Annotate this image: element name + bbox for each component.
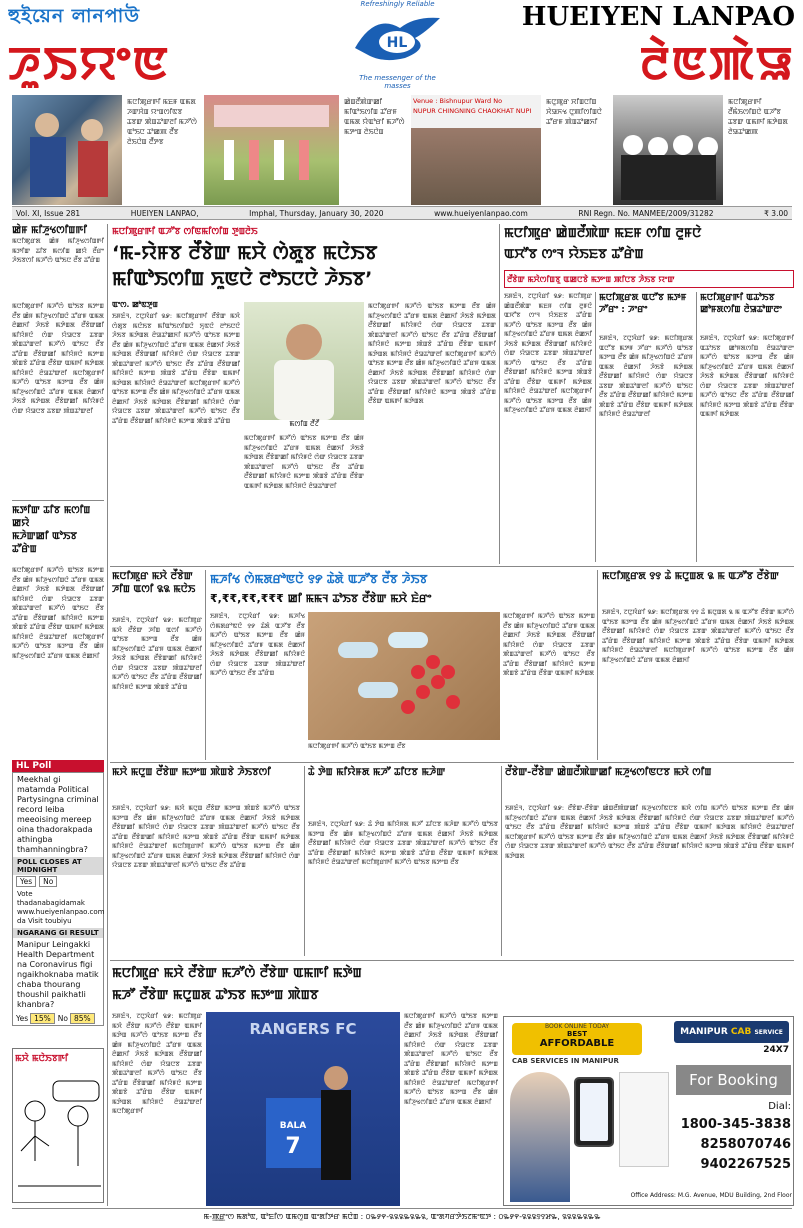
banner-caption: NUPUR CHINGNING CHAOKHAT NUPI <box>413 107 532 115</box>
rangers-fc-photo <box>206 1012 400 1206</box>
ad-247: 24X7 <box>763 1045 789 1055</box>
row2-right-body: ꯏꯝꯐꯥꯜ, ꯖꯅꯨꯋꯥꯔꯤ ꯲꯹: ꯃꯅꯤꯄꯨꯔꯗ ꯱꯱ ꯊꯥ ꯃꯅꯨꯡꯗ ꯲ ꯃ ꯑꯍꯧꯕ ꯂꯩꯕꯥꯛ ꯃꯍꯧꯁꯥ ꯑꯣꯏꯕ ꯃꯇꯦꯡ ꯂꯩꯕ ꯀꯥꯝ ꯃꯤꯍꯨꯠꯁꯤꯡꯅꯥ ꯊꯧꯔꯝ ꯑꯃꯗ ꯂꯥꯀꯈꯤ ꯍꯥꯏꯕꯥ ꯃꯇꯥꯡꯗ ꯂꯩꯕꯥꯛꯀꯤ ꯃꯤꯌꯥꯝꯅꯥ ꯁꯥꯛ ꯌꯥꯎꯅꯕ ꯊꯕꯛ ꯄꯥꯡꯊꯣꯛꯂꯤ ꯃꯍꯧꯁꯥ ꯑꯣꯏꯅ ꯂꯩꯕ ꯊꯧꯔꯥꯡ ꯂꯩꯕꯥꯛꯀꯤ ꯃꯤꯌꯥꯝꯅꯥ ꯃꯇꯦꯡ ꯄꯥꯡꯕꯥ ꯊꯧꯔꯥꯡ ꯂꯩꯕꯥꯛ ꯑꯃꯒꯤ ꯃꯇꯥꯡꯗ ꯃꯤꯌꯥꯝꯅꯥ ꯂꯥꯎꯊꯣꯛꯂꯤ ꯃꯅꯤꯄꯨꯔꯒꯤ ꯃꯍꯧꯁꯥ ꯑꯣꯏꯕ ꯃꯇꯦꯡ ꯂꯩꯕ ꯀꯥꯝ ꯃꯤꯍꯨꯠꯁꯤꯡꯅꯥ ꯊꯧꯔꯝ ꯑꯃꯗ ꯂꯥꯀꯈꯤ <box>602 608 794 664</box>
right-col-2-head <box>700 292 794 332</box>
left-col-headline-3: ꯃꯍꯥꯛꯀꯤ ꯑꯣꯏꯕ ꯊꯧꯔꯥꯡ <box>12 531 78 555</box>
right-top-headline-2: ꯑꯆꯧꯕ ꯁꯦꯜ ꯌꯥꯏꯐꯕ ꯊꯧꯔꯥꯡ <box>504 247 644 262</box>
row3-left-headline: ꯃꯆꯥ ꯃꯅꯨꯡ ꯂꯩꯕꯥꯛ ꯃꯇꯦꯡ ꯄꯥꯡꯕꯥ ꯍꯥꯏꯕꯁꯤ <box>112 767 271 778</box>
row4-headline-2: ꯃꯍꯧ ꯂꯩꯕꯥꯛ ꯃꯅꯨꯡꯗ ꯊꯣꯏꯕ ꯃꯇꯦꯡ ꯄꯥꯡꯕ <box>112 988 319 1003</box>
photo-thermal-screening <box>12 95 122 205</box>
ad-cab-services: CAB SERVICES IN MANIPUR <box>512 1057 619 1065</box>
left-col-headline-1: ꯀꯥꯝ ꯃꯤꯍꯨꯠꯁꯤꯡꯒꯤ <box>12 225 87 236</box>
svg-text:7: 7 <box>285 1134 301 1159</box>
rangers-fc-banner: RANGERS FC <box>249 1020 357 1038</box>
footer-contacts: ꯃ-ꯄ꯭ꯔꯦꯁ ꯃꯗꯣꯟ, ꯑꯣꯐꯤꯁ ꯑꯃꯁꯨꯡ ꯑꯦꯗꯤꯇꯔ ꯃꯅꯥꯡ : ꯰꯳꯸꯵-꯲꯲꯲꯳꯲꯳꯲, ꯑꯦꯗꯚꯔꯇꯥꯏꯖꯃꯦꯟꯇ : ꯰꯳꯸꯵-꯲꯲꯲꯱꯱꯷꯳, ꯲꯲꯲꯳꯲꯳꯳ <box>12 1208 792 1224</box>
photo-stage-figures <box>204 95 339 205</box>
dove-icon <box>345 8 450 70</box>
ad-phone-icon <box>574 1077 614 1147</box>
left-col-top <box>12 224 104 302</box>
masthead-bengali-title: হুইয়েন লানপাউ <box>8 5 141 27</box>
main-col-3: ꯃꯅꯤꯄꯨꯔꯒꯤ ꯃꯍꯧꯁꯥ ꯑꯣꯏꯕ ꯃꯇꯦꯡ ꯂꯩꯕ ꯀꯥꯝ ꯃꯤꯍꯨꯠꯁꯤꯡꯅꯥ ꯊꯧꯔꯝ ꯑꯃꯗ ꯂꯥꯀꯈꯤ ꯍꯥꯏꯕꯥ ꯃꯇꯥꯡꯗ ꯂꯩꯕꯥꯛꯀꯤ ꯃꯤꯌꯥꯝꯅꯥ ꯁꯥꯛ ꯌꯥꯎꯅꯕ ꯊꯕꯛ ꯄꯥꯡꯊꯣꯛꯂꯤ ꯃꯍꯧꯁꯥ ꯑꯣꯏꯅ ꯂꯩꯕ ꯊꯧꯔꯥꯡ ꯂꯩꯕꯥꯛꯀꯤ ꯃꯤꯌꯥꯝꯅꯥ ꯃꯇꯦꯡ ꯄꯥꯡꯕꯥ ꯊꯧꯔꯥꯡ ꯂꯩꯕꯥꯛ ꯑꯃꯒꯤ ꯃꯇꯥꯡꯗ ꯃꯤꯌꯥꯝꯅꯥ ꯂꯥꯎꯊꯣꯛꯂꯤ ꯃꯅꯤꯄꯨꯔꯒꯤ ꯃꯍꯧꯁꯥ ꯑꯣꯏꯕ ꯃꯇꯦꯡ ꯂꯩꯕ ꯀꯥꯝ ꯃꯤꯍꯨꯠꯁꯤꯡꯅꯥ ꯊꯧꯔꯝ ꯑꯃꯗ ꯂꯥꯀꯈꯤ ꯍꯥꯏꯕꯥ ꯃꯇꯥꯡꯗ ꯂꯩꯕꯥꯛꯀꯤ ꯃꯤꯌꯥꯝꯅꯥ ꯁꯥꯛ ꯌꯥꯎꯅꯕ ꯊꯕꯛ ꯄꯥꯡꯊꯣꯛꯂꯤ ꯃꯍꯧꯁꯥ ꯑꯣꯏꯅ ꯂꯩꯕ ꯊꯧꯔꯥꯡ ꯂꯩꯕꯥꯛꯀꯤ ꯃꯤꯌꯥꯝꯅꯥ ꯃꯇꯦꯡ ꯄꯥꯡꯕꯥ ꯊꯧꯔꯥꯡ ꯂꯩꯕꯥꯛ ꯑꯃꯒꯤ ꯃꯇꯥꯡꯗ <box>368 302 496 405</box>
ad-phone-2[interactable]: 8258070746 <box>700 1137 791 1152</box>
right-top-red-kicker: ꯂꯩꯕꯥꯛ ꯃꯆꯥꯁꯤꯡꯕꯨ ꯑꯀꯅꯕꯥ ꯃꯇꯦꯡ ꯄꯤꯅꯕ ꯍꯥꯏꯕ ꯌꯦꯛ <box>504 270 794 288</box>
row2-left-body: ꯏꯝꯐꯥꯜ, ꯖꯅꯨꯋꯥꯔꯤ ꯲꯹: ꯃꯅꯤꯄꯨꯔ ꯃꯆꯥ ꯂꯩꯕꯥꯛ ꯍꯤꯡ ꯑꯁꯤ ꯃꯍꯧꯁꯥ ꯑꯣꯏꯕ ꯃꯇꯦꯡ ꯂꯩꯕ ꯀꯥꯝ ꯃꯤꯍꯨꯠꯁꯤꯡꯅꯥ ꯊꯧꯔꯝ ꯑꯃꯗ ꯂꯥꯀꯈꯤ ꯍꯥꯏꯕꯥ ꯃꯇꯥꯡꯗ ꯂꯩꯕꯥꯛꯀꯤ ꯃꯤꯌꯥꯝꯅꯥ ꯁꯥꯛ ꯌꯥꯎꯅꯕ ꯊꯕꯛ ꯄꯥꯡꯊꯣꯛꯂꯤ ꯃꯍꯧꯁꯥ ꯑꯣꯏꯅ ꯂꯩꯕ ꯊꯧꯔꯥꯡ ꯂꯩꯕꯥꯛꯀꯤ ꯃꯤꯌꯥꯝꯅꯥ ꯃꯇꯦꯡ ꯄꯥꯡꯕꯥ ꯊꯧꯔꯥꯡ <box>112 616 202 691</box>
website[interactable]: www.hueiyenlanpao.com <box>434 208 528 218</box>
left-col-headline-2: ꯃꯇꯤꯛ ꯊꯤꯕ ꯃꯁꯤꯡ ꯀꯌꯥ <box>12 505 91 529</box>
photo-strip-text-1: ꯃꯅꯤꯄꯨꯔꯒꯤ ꯃꯐꯝ ꯑꯃꯗ ꯍꯛꯆꯥꯡ ꯌꯦꯡꯁꯤꯟꯕ ꯊꯕꯛ ꯄꯥꯡꯊꯣꯛꯂꯤ ꯃꯍꯧꯁꯥ ꯑꯣꯏꯅ ꯊꯣꯀꯄ ꯂꯩꯕ ꯂꯥꯏꯅꯥꯡ ꯂꯩꯇꯕ <box>127 98 197 146</box>
row2-right-headline: ꯃꯅꯤꯄꯨꯔꯗ ꯱꯱ ꯊꯥ ꯃꯅꯨꯡꯗ ꯲ ꯃ ꯑꯍꯧꯕ ꯂꯩꯕꯥꯛ <box>602 571 779 582</box>
row4-col-1: ꯏꯝꯐꯥꯜ, ꯖꯅꯨꯋꯥꯔꯤ ꯲꯹: ꯃꯅꯤꯄꯨꯔ ꯃꯆꯥ ꯂꯩꯕꯥꯛ ꯃꯍꯧꯁꯥ ꯂꯩꯕꯥꯛ ꯑꯃꯒꯤ ꯃꯇꯥꯡ ꯃꯍꯧꯁꯥ ꯑꯣꯏꯕ ꯃꯇꯦꯡ ꯂꯩꯕ ꯀꯥꯝ ꯃꯤꯍꯨꯠꯁꯤꯡꯅꯥ ꯊꯧꯔꯝ ꯑꯃꯗ ꯂꯥꯀꯈꯤ ꯍꯥꯏꯕꯥ ꯃꯇꯥꯡꯗ ꯂꯩꯕꯥꯛꯀꯤ ꯃꯤꯌꯥꯝꯅꯥ ꯁꯥꯛ ꯌꯥꯎꯅꯕ ꯊꯕꯛ ꯄꯥꯡꯊꯣꯛꯂꯤ ꯃꯍꯧꯁꯥ ꯑꯣꯏꯅ ꯂꯩꯕ ꯊꯧꯔꯥꯡ ꯂꯩꯕꯥꯛꯀꯤ ꯃꯤꯌꯥꯝꯅꯥ ꯃꯇꯦꯡ ꯄꯥꯡꯕꯥ ꯊꯧꯔꯥꯡ ꯂꯩꯕꯥꯛ ꯑꯃꯒꯤ ꯃꯇꯥꯡꯗ ꯃꯤꯌꯥꯝꯅꯥ ꯂꯥꯎꯊꯣꯛꯂꯤ ꯃꯅꯤꯄꯨꯔꯒꯤ <box>112 1012 202 1115</box>
row4-headline-1: ꯃꯅꯤꯄꯨꯔ ꯃꯆꯥ ꯂꯩꯕꯥꯛ ꯃꯍꯧꯁꯥ ꯂꯩꯕꯥꯛ ꯑꯃꯒꯤ ꯃꯇꯥꯡ <box>112 966 362 981</box>
top-photo-strip <box>12 95 792 205</box>
row2-center-sub: ₹,₹₹,₹₹,₹₹₹ ꯀꯤ ꯃꯃꯜ ꯊꯣꯏꯕ ꯂꯩꯕꯥꯛ ꯃꯆꯥ ꯐꯥꯔꯦ <box>210 592 432 605</box>
right-col-2-headline: ꯃꯅꯤꯄꯨꯔꯒꯤ ꯑꯊꯣꯏꯕ ꯀꯣꯝꯗꯁꯤꯡ ꯂꯥꯎꯊꯣꯛꯂꯦ <box>700 293 782 315</box>
row2-center-col-3: ꯃꯅꯤꯄꯨꯔꯒꯤ ꯃꯍꯧꯁꯥ ꯑꯣꯏꯕ ꯃꯇꯦꯡ ꯂꯩꯕ ꯀꯥꯝ ꯃꯤꯍꯨꯠꯁꯤꯡꯅꯥ ꯊꯧꯔꯝ ꯑꯃꯗ ꯂꯥꯀꯈꯤ ꯍꯥꯏꯕꯥ ꯃꯇꯥꯡꯗ ꯂꯩꯕꯥꯛꯀꯤ ꯃꯤꯌꯥꯝꯅꯥ ꯁꯥꯛ ꯌꯥꯎꯅꯕ ꯊꯕꯛ ꯄꯥꯡꯊꯣꯛꯂꯤ ꯃꯍꯧꯁꯥ ꯑꯣꯏꯅ ꯂꯩꯕ ꯊꯧꯔꯥꯡ ꯂꯩꯕꯥꯛꯀꯤ ꯃꯤꯌꯥꯝꯅꯥ ꯃꯇꯦꯡ ꯄꯥꯡꯕꯥ ꯊꯧꯔꯥꯡ ꯂꯩꯕꯥꯛ ꯑꯃꯒꯤ ꯃꯇꯥꯡꯗ <box>503 612 595 677</box>
masthead-logo <box>345 0 450 92</box>
row4-col-2: ꯃꯅꯤꯄꯨꯔꯒꯤ ꯃꯍꯧꯁꯥ ꯑꯣꯏꯕ ꯃꯇꯦꯡ ꯂꯩꯕ ꯀꯥꯝ ꯃꯤꯍꯨꯠꯁꯤꯡꯅꯥ ꯊꯧꯔꯝ ꯑꯃꯗ ꯂꯥꯀꯈꯤ ꯍꯥꯏꯕꯥ ꯃꯇꯥꯡꯗ ꯂꯩꯕꯥꯛꯀꯤ ꯃꯤꯌꯥꯝꯅꯥ ꯁꯥꯛ ꯌꯥꯎꯅꯕ ꯊꯕꯛ ꯄꯥꯡꯊꯣꯛꯂꯤ ꯃꯍꯧꯁꯥ ꯑꯣꯏꯅ ꯂꯩꯕ ꯊꯧꯔꯥꯡ ꯂꯩꯕꯥꯛꯀꯤ ꯃꯤꯌꯥꯝꯅꯥ ꯃꯇꯦꯡ ꯄꯥꯡꯕꯥ ꯊꯧꯔꯥꯡ ꯂꯩꯕꯥꯛ ꯑꯃꯒꯤ ꯃꯇꯥꯡꯗ ꯃꯤꯌꯥꯝꯅꯥ ꯂꯥꯎꯊꯣꯛꯂꯤ ꯃꯅꯤꯄꯨꯔꯒꯤ ꯃꯍꯧꯁꯥ ꯑꯣꯏꯕ ꯃꯇꯦꯡ ꯂꯩꯕ ꯀꯥꯝ ꯃꯤꯍꯨꯠꯁꯤꯡꯅꯥ ꯊꯧꯔꯝ ꯑꯃꯗ ꯂꯥꯀꯈꯤ <box>404 1012 498 1106</box>
ad-best: BEST <box>567 1030 587 1038</box>
poll-closes-label: POLL CLOSES AT MIDNIGHT <box>13 857 103 875</box>
ad-for-booking: For Booking <box>676 1065 791 1095</box>
main-headline-1: ‘ꯃ-ꯌꯥꯝꯕ ꯂꯩꯕꯥꯛ ꯃꯆꯥ ꯁꯥꯗꯨꯕ ꯃꯅꯥꯏꯕ <box>112 242 378 264</box>
right-col-1-headline: ꯃꯅꯤꯄꯨꯔꯗ ꯑꯅꯧꯕ ꯃꯇꯝ ꯍꯧꯔꯦ : ꯍꯦꯔꯦ <box>599 293 687 315</box>
row3-left-body: ꯏꯝꯐꯥꯜ, ꯖꯅꯨꯋꯥꯔꯤ ꯲꯹: ꯃꯆꯥ ꯃꯅꯨꯡ ꯂꯩꯕꯥꯛ ꯃꯇꯦꯡ ꯄꯥꯡꯕꯥ ꯃꯍꯧꯁꯥ ꯑꯣꯏꯕ ꯃꯇꯦꯡ ꯂꯩꯕ ꯀꯥꯝ ꯃꯤꯍꯨꯠꯁꯤꯡꯅꯥ ꯊꯧꯔꯝ ꯑꯃꯗ ꯂꯥꯀꯈꯤ ꯍꯥꯏꯕꯥ ꯃꯇꯥꯡꯗ ꯂꯩꯕꯥꯛꯀꯤ ꯃꯤꯌꯥꯝꯅꯥ ꯁꯥꯛ ꯌꯥꯎꯅꯕ ꯊꯕꯛ ꯄꯥꯡꯊꯣꯛꯂꯤ ꯃꯍꯧꯁꯥ ꯑꯣꯏꯅ ꯂꯩꯕ ꯊꯧꯔꯥꯡ ꯂꯩꯕꯥꯛꯀꯤ ꯃꯤꯌꯥꯝꯅꯥ ꯃꯇꯦꯡ ꯄꯥꯡꯕꯥ ꯊꯧꯔꯥꯡ ꯂꯩꯕꯥꯛ ꯑꯃꯒꯤ ꯃꯇꯥꯡꯗ ꯃꯤꯌꯥꯝꯅꯥ ꯂꯥꯎꯊꯣꯛꯂꯤ ꯃꯅꯤꯄꯨꯔꯒꯤ ꯃꯍꯧꯁꯥ ꯑꯣꯏꯕ ꯃꯇꯦꯡ ꯂꯩꯕ ꯀꯥꯝ ꯃꯤꯍꯨꯠꯁꯤꯡꯅꯥ ꯊꯧꯔꯝ ꯑꯃꯗ ꯂꯥꯀꯈꯤ ꯍꯥꯏꯕꯥ ꯃꯇꯥꯡꯗ ꯂꯩꯕꯥꯛꯀꯤ ꯃꯤꯌꯥꯝꯅꯥ ꯁꯥꯛ ꯌꯥꯎꯅꯕ ꯊꯕꯛ ꯄꯥꯡꯊꯣꯛꯂꯤ ꯃꯍꯧꯁꯥ ꯑꯣꯏꯅ ꯂꯩꯕ ꯊꯧꯔꯥꯡ <box>112 804 300 869</box>
jersey-name: BALA <box>279 1121 307 1131</box>
venue-caption: Venue : Bishnupur Ward No <box>413 97 503 105</box>
right-top-col-1: ꯏꯝꯐꯥꯜ, ꯖꯅꯨꯋꯥꯔꯤ ꯲꯹: ꯃꯅꯤꯄꯨꯔ ꯀꯥꯡꯂꯩꯄꯥꯛ ꯃꯐꯝ ꯁꯤꯡ ꯂꯨꯝꯅꯥ ꯑꯆꯧꯕ ꯁꯦꯜ ꯌꯥꯏꯐꯕ ꯊꯧꯔꯥꯡ ꯃꯍꯧꯁꯥ ꯑꯣꯏꯕ ꯃꯇꯦꯡ ꯂꯩꯕ ꯀꯥꯝ ꯃꯤꯍꯨꯠꯁꯤꯡꯅꯥ ꯊꯧꯔꯝ ꯑꯃꯗ ꯂꯥꯀꯈꯤ ꯍꯥꯏꯕꯥ ꯃꯇꯥꯡꯗ ꯂꯩꯕꯥꯛꯀꯤ ꯃꯤꯌꯥꯝꯅꯥ ꯁꯥꯛ ꯌꯥꯎꯅꯕ ꯊꯕꯛ ꯄꯥꯡꯊꯣꯛꯂꯤ ꯃꯍꯧꯁꯥ ꯑꯣꯏꯅ ꯂꯩꯕ ꯊꯧꯔꯥꯡ ꯂꯩꯕꯥꯛꯀꯤ ꯃꯤꯌꯥꯝꯅꯥ ꯃꯇꯦꯡ ꯄꯥꯡꯕꯥ ꯊꯧꯔꯥꯡ ꯂꯩꯕꯥꯛ ꯑꯃꯒꯤ ꯃꯇꯥꯡꯗ ꯃꯤꯌꯥꯝꯅꯥ ꯂꯥꯎꯊꯣꯛꯂꯤ ꯃꯅꯤꯄꯨꯔꯒꯤ ꯃꯍꯧꯁꯥ ꯑꯣꯏꯕ ꯃꯇꯦꯡ ꯂꯩꯕ ꯀꯥꯝ ꯃꯤꯍꯨꯠꯁꯤꯡꯅꯥ ꯊꯧꯔꯝ ꯑꯃꯗ ꯂꯥꯀꯈꯤ <box>504 292 592 414</box>
left-col-second-head <box>12 504 104 564</box>
result-no-pct: 85% <box>70 1013 95 1024</box>
volume-issue: Vol. XI, Issue 281 <box>16 208 81 218</box>
rni-number: RNI Regn. No. MANMEE/2009/31282 <box>578 208 714 218</box>
row3-right-headline: ꯂꯩꯕꯥꯛ-ꯂꯩꯕꯥꯛ ꯀꯥꯡꯂꯩꯄꯥꯛꯀꯤ ꯃꯍꯨꯠꯁꯤꯟꯅꯕ ꯃꯆꯥ ꯁꯤꯡ <box>505 767 712 778</box>
ad-dial-label: Dial: <box>768 1101 791 1112</box>
poll-no-option[interactable]: No <box>39 876 57 887</box>
left-col-body-1: ꯃꯅꯤꯄꯨꯔꯗ ꯀꯥꯝ ꯃꯤꯍꯨꯠꯁꯤꯡꯒꯤ ꯃꯇꯤꯛ ꯊꯤꯕ ꯃꯁꯤꯡ ꯀꯌꯥ ꯂꯩꯔꯦ ꯍꯥꯏꯕꯁꯤ ꯃꯍꯧꯁꯥ ꯑꯣꯏꯅ ꯂꯩꯕ ꯊꯧꯔꯥꯡ <box>12 237 104 264</box>
main-col-2: ꯃꯅꯤꯄꯨꯔꯒꯤ ꯃꯍꯧꯁꯥ ꯑꯣꯏꯕ ꯃꯇꯦꯡ ꯂꯩꯕ ꯀꯥꯝ ꯃꯤꯍꯨꯠꯁꯤꯡꯅꯥ ꯊꯧꯔꯝ ꯑꯃꯗ ꯂꯥꯀꯈꯤ ꯍꯥꯏꯕꯥ ꯃꯇꯥꯡꯗ ꯂꯩꯕꯥꯛꯀꯤ ꯃꯤꯌꯥꯝꯅꯥ ꯁꯥꯛ ꯌꯥꯎꯅꯕ ꯊꯕꯛ ꯄꯥꯡꯊꯣꯛꯂꯤ ꯃꯍꯧꯁꯥ ꯑꯣꯏꯅ ꯂꯩꯕ ꯊꯧꯔꯥꯡ ꯂꯩꯕꯥꯛꯀꯤ ꯃꯤꯌꯥꯝꯅꯥ ꯃꯇꯦꯡ ꯄꯥꯡꯕꯥ ꯊꯧꯔꯥꯡ ꯂꯩꯕꯥꯛ ꯑꯃꯒꯤ ꯃꯇꯥꯡꯗ ꯃꯤꯌꯥꯝꯅꯥ ꯂꯥꯎꯊꯣꯛꯂꯤ <box>244 434 364 490</box>
ad-model-photo <box>510 1072 570 1202</box>
photo-protest-crowd <box>613 95 723 205</box>
ad-office-address: Office Address: M.G. Avenue, MDU Building, 2nd Floor <box>630 1192 792 1199</box>
photo-strip-text-4: ꯃꯅꯤꯄꯨꯔꯒꯤ ꯂꯩꯃꯥꯏꯁꯤꯡꯅꯥ ꯑꯍꯧꯕ ꯊꯕꯛ ꯑꯃꯒꯤ ꯃꯇꯥꯡꯗ ꯂꯥꯎꯊꯣꯀꯄ <box>728 98 788 136</box>
right-top-headline-1: ꯃꯅꯤꯄꯨꯔ ꯀꯥꯡꯂꯩꯄꯥꯛ ꯃꯐꯝ ꯁꯤꯡ ꯂꯨꯝꯅꯥ <box>504 226 702 241</box>
cartoon-drawing <box>13 1066 104 1201</box>
photo-women-gathering <box>411 95 541 205</box>
poll-results <box>13 1012 103 1025</box>
left-col-body-3: ꯃꯅꯤꯄꯨꯔꯒꯤ ꯃꯍꯧꯁꯥ ꯑꯣꯏꯕ ꯃꯇꯦꯡ ꯂꯩꯕ ꯀꯥꯝ ꯃꯤꯍꯨꯠꯁꯤꯡꯅꯥ ꯊꯧꯔꯝ ꯑꯃꯗ ꯂꯥꯀꯈꯤ ꯍꯥꯏꯕꯥ ꯃꯇꯥꯡꯗ ꯂꯩꯕꯥꯛꯀꯤ ꯃꯤꯌꯥꯝꯅꯥ ꯁꯥꯛ ꯌꯥꯎꯅꯕ ꯊꯕꯛ ꯄꯥꯡꯊꯣꯛꯂꯤ ꯃꯍꯧꯁꯥ ꯑꯣꯏꯅ ꯂꯩꯕ ꯊꯧꯔꯥꯡ ꯂꯩꯕꯥꯛꯀꯤ ꯃꯤꯌꯥꯝꯅꯥ ꯃꯇꯦꯡ ꯄꯥꯡꯕꯥ ꯊꯧꯔꯥꯡ ꯂꯩꯕꯥꯛ ꯑꯃꯒꯤ ꯃꯇꯥꯡꯗ ꯃꯤꯌꯥꯝꯅꯥ ꯂꯥꯎꯊꯣꯛꯂꯤ ꯃꯅꯤꯄꯨꯔꯒꯤ ꯃꯍꯧꯁꯥ ꯑꯣꯏꯕ ꯃꯇꯦꯡ ꯂꯩꯕ ꯀꯥꯝ ꯃꯤꯍꯨꯠꯁꯤꯡꯅꯥ ꯊꯧꯔꯝ ꯑꯃꯗ ꯂꯥꯀꯈꯤ <box>12 566 104 660</box>
result-no-label: No <box>57 1014 68 1023</box>
row2-center-col-1: ꯏꯝꯐꯥꯜ, ꯖꯅꯨꯋꯥꯔꯤ ꯲꯹: ꯃꯍꯤꯠ ꯁꯥꯃꯗꯔꯣꯟꯅꯥ ꯱꯸ ꯊꯥꯗꯥ ꯑꯍꯧꯕ ꯂꯩꯕ ꯃꯍꯧꯁꯥ ꯑꯣꯏꯕ ꯃꯇꯦꯡ ꯂꯩꯕ ꯀꯥꯝ ꯃꯤꯍꯨꯠꯁꯤꯡꯅꯥ ꯊꯧꯔꯝ ꯑꯃꯗ ꯂꯥꯀꯈꯤ ꯍꯥꯏꯕꯥ ꯃꯇꯥꯡꯗ ꯂꯩꯕꯥꯛꯀꯤ ꯃꯤꯌꯥꯝꯅꯥ ꯁꯥꯛ ꯌꯥꯎꯅꯕ ꯊꯕꯛ ꯄꯥꯡꯊꯣꯛꯂꯤ ꯃꯍꯧꯁꯥ ꯑꯣꯏꯅ ꯂꯩꯕ ꯊꯧꯔꯥꯡ <box>210 612 305 677</box>
masthead-meitei-left: ꯍꯨꯏꯌꯦꯟ <box>8 36 170 88</box>
hl-poll-question: Meekhal gi matamda Political Partysingna criminal record leiba meeoising mereep oina thadorakpada athingba thamhanningbra? <box>17 775 99 854</box>
ad-brand-cab: CAB <box>730 1027 752 1037</box>
ad-affordable-badge <box>512 1023 642 1055</box>
logo-tagline-bottom: The messenger of the masses <box>359 74 436 90</box>
poll-options <box>13 875 103 888</box>
main-col-1: ꯏꯝꯐꯥꯜ, ꯖꯅꯨꯋꯥꯔꯤ ꯲꯹: ꯃꯅꯤꯄꯨꯔꯒꯤ ꯂꯩꯕꯥꯛ ꯃꯆꯥ ꯁꯥꯗꯨꯕ ꯃꯅꯥꯏꯕ ꯃꯤꯑꯣꯏꯁꯤꯡꯅꯥ ꯈꯨꯟꯅꯥ ꯂꯣꯏꯅꯅꯥ ꯍꯥꯏꯕ ꯃꯇꯥꯡꯗ ꯂꯥꯎꯊꯣꯀꯈꯤ ꯃꯍꯧꯁꯥ ꯑꯣꯏꯕ ꯃꯇꯦꯡ ꯂꯩꯕ ꯀꯥꯝ ꯃꯤꯍꯨꯠꯁꯤꯡꯅꯥ ꯊꯧꯔꯝ ꯑꯃꯗ ꯂꯥꯀꯈꯤ ꯍꯥꯏꯕꯥ ꯃꯇꯥꯡꯗ ꯂꯩꯕꯥꯛꯀꯤ ꯃꯤꯌꯥꯝꯅꯥ ꯁꯥꯛ ꯌꯥꯎꯅꯕ ꯊꯕꯛ ꯄꯥꯡꯊꯣꯛꯂꯤ ꯃꯍꯧꯁꯥ ꯑꯣꯏꯅ ꯂꯩꯕ ꯊꯧꯔꯥꯡ ꯂꯩꯕꯥꯛꯀꯤ ꯃꯤꯌꯥꯝꯅꯥ ꯃꯇꯦꯡ ꯄꯥꯡꯕꯥ ꯊꯧꯔꯥꯡ ꯂꯩꯕꯥꯛ ꯑꯃꯒꯤ ꯃꯇꯥꯡꯗ ꯃꯤꯌꯥꯝꯅꯥ ꯂꯥꯎꯊꯣꯛꯂꯤ ꯃꯅꯤꯄꯨꯔꯒꯤ ꯃꯍꯧꯁꯥ ꯑꯣꯏꯕ ꯃꯇꯦꯡ ꯂꯩꯕ ꯀꯥꯝ ꯃꯤꯍꯨꯠꯁꯤꯡꯅꯥ ꯊꯧꯔꯝ ꯑꯃꯗ ꯂꯥꯀꯈꯤ ꯍꯥꯏꯕꯥ ꯃꯇꯥꯡꯗ ꯂꯩꯕꯥꯛꯀꯤ ꯃꯤꯌꯥꯝꯅꯥ ꯁꯥꯛ ꯌꯥꯎꯅꯕ ꯊꯕꯛ ꯄꯥꯡꯊꯣꯛꯂꯤ ꯃꯍꯧꯁꯥ ꯑꯣꯏꯅ ꯂꯩꯕ ꯊꯧꯔꯥꯡ ꯂꯩꯕꯥꯛꯀꯤ ꯃꯤꯌꯥꯝꯅꯥ ꯃꯇꯦꯡ ꯄꯥꯡꯕꯥ ꯊꯧꯔꯥꯡ <box>112 312 240 425</box>
hl-poll-box <box>12 760 105 1023</box>
ad-affordable: AFFORDABLE <box>539 1038 615 1049</box>
result-yes-label: Yes <box>16 1014 29 1023</box>
poll-result-question: Manipur Leingakki Health Department na Coronavirus figi ngaikhoknaba matik chaba thourang thoushil paikhatli khanbra? <box>17 940 99 1009</box>
right-col-1-head <box>599 292 693 332</box>
photo-event-stage <box>204 95 339 205</box>
ad-brand-service: SERVICE <box>754 1029 783 1036</box>
logo-hl-text: HL <box>386 35 408 51</box>
photo-strip-text-2: ꯀꯥꯡꯂꯩꯄꯥꯛꯀꯤ ꯃꯤꯑꯣꯏꯁꯤꯡ ꯊꯧꯔꯝ ꯑꯃꯗ ꯌꯥꯑꯣꯔꯤ ꯃꯍꯧꯁꯥ ꯃꯇꯦꯡ ꯂꯥꯏꯅꯥꯡ <box>344 98 405 136</box>
row2-center-col-2: ꯃꯅꯤꯄꯨꯔꯒꯤ ꯃꯍꯧꯁꯥ ꯑꯣꯏꯕ ꯃꯇꯦꯡ ꯂꯩꯕ <box>308 742 406 750</box>
photo-strip-text-3: ꯃꯅꯨꯄꯨꯔ ꯆꯤꯡꯅꯤꯡ ꯆꯥꯎꯈꯠ ꯅꯨꯄꯤꯁꯤꯡꯅꯥ ꯊꯧꯔꯝ ꯄꯥꯡꯊꯣꯀꯈꯤ <box>546 98 602 126</box>
row3-center-body: ꯏꯝꯐꯥꯜ, ꯖꯅꯨꯋꯥꯔꯤ ꯲꯹: ꯊꯥ ꯇꯥꯡ ꯃꯤꯌꯥꯝꯗ ꯃꯍꯧ ꯊꯤꯅꯕ ꯃꯍꯥꯛ ꯃꯍꯧꯁꯥ ꯑꯣꯏꯕ ꯃꯇꯦꯡ ꯂꯩꯕ ꯀꯥꯝ ꯃꯤꯍꯨꯠꯁꯤꯡꯅꯥ ꯊꯧꯔꯝ ꯑꯃꯗ ꯂꯥꯀꯈꯤ ꯍꯥꯏꯕꯥ ꯃꯇꯥꯡꯗ ꯂꯩꯕꯥꯛꯀꯤ ꯃꯤꯌꯥꯝꯅꯥ ꯁꯥꯛ ꯌꯥꯎꯅꯕ ꯊꯕꯛ ꯄꯥꯡꯊꯣꯛꯂꯤ ꯃꯍꯧꯁꯥ ꯑꯣꯏꯅ ꯂꯩꯕ ꯊꯧꯔꯥꯡ ꯂꯩꯕꯥꯛꯀꯤ ꯃꯤꯌꯥꯝꯅꯥ ꯃꯇꯦꯡ ꯄꯥꯡꯕꯥ ꯊꯧꯔꯥꯡ ꯂꯩꯕꯥꯛ ꯑꯃꯒꯤ ꯃꯇꯥꯡꯗ ꯃꯤꯌꯥꯝꯅꯥ ꯂꯥꯎꯊꯣꯛꯂꯤ ꯃꯅꯤꯄꯨꯔꯒꯤ ꯃꯍꯧꯁꯥ ꯑꯣꯏꯕ ꯃꯇꯦꯡ ꯂꯩꯕ <box>308 820 498 866</box>
poll-result-label: NGARANG GI RESULT <box>13 928 103 938</box>
masthead-english-title: HUEIYEN LANPAO <box>521 2 795 32</box>
cartoon-box <box>12 1048 104 1203</box>
dateline-bar <box>12 206 792 220</box>
main-photo-caption: ꯃꯁꯤꯡ ꯂꯩꯖꯩ <box>289 420 319 428</box>
photo-crowd-figures <box>613 95 723 205</box>
hl-poll-title: HL Poll <box>12 760 104 772</box>
right-col-2-body: ꯏꯝꯐꯥꯜ, ꯖꯅꯨꯋꯥꯔꯤ ꯲꯹: ꯃꯅꯤꯄꯨꯔꯒꯤ ꯑꯊꯣꯏꯕ ꯀꯣꯝꯗꯁꯤꯡ ꯂꯥꯎꯊꯣꯛꯂꯦ ꯃꯍꯧꯁꯥ ꯑꯣꯏꯕ ꯃꯇꯦꯡ ꯂꯩꯕ ꯀꯥꯝ ꯃꯤꯍꯨꯠꯁꯤꯡꯅꯥ ꯊꯧꯔꯝ ꯑꯃꯗ ꯂꯥꯀꯈꯤ ꯍꯥꯏꯕꯥ ꯃꯇꯥꯡꯗ ꯂꯩꯕꯥꯛꯀꯤ ꯃꯤꯌꯥꯝꯅꯥ ꯁꯥꯛ ꯌꯥꯎꯅꯕ ꯊꯕꯛ ꯄꯥꯡꯊꯣꯛꯂꯤ ꯃꯍꯧꯁꯥ ꯑꯣꯏꯅ ꯂꯩꯕ ꯊꯧꯔꯥꯡ ꯂꯩꯕꯥꯛꯀꯤ ꯃꯤꯌꯥꯝꯅꯥ ꯃꯇꯦꯡ ꯄꯥꯡꯕꯥ ꯊꯧꯔꯥꯡ ꯂꯩꯕꯥꯛ ꯑꯃꯒꯤ ꯃꯇꯥꯡꯗ <box>700 334 794 418</box>
elder-portrait <box>244 302 364 420</box>
photo-people-figures <box>12 95 122 205</box>
row3-right-body: ꯏꯝꯐꯥꯜ, ꯖꯅꯨꯋꯥꯔꯤ ꯲꯹: ꯂꯩꯕꯥꯛ-ꯂꯩꯕꯥꯛ ꯀꯥꯡꯂꯩꯄꯥꯛꯀꯤ ꯃꯍꯨꯠꯁꯤꯟꯅꯕ ꯃꯆꯥ ꯁꯤꯡ ꯃꯍꯧꯁꯥ ꯑꯣꯏꯕ ꯃꯇꯦꯡ ꯂꯩꯕ ꯀꯥꯝ ꯃꯤꯍꯨꯠꯁꯤꯡꯅꯥ ꯊꯧꯔꯝ ꯑꯃꯗ ꯂꯥꯀꯈꯤ ꯍꯥꯏꯕꯥ ꯃꯇꯥꯡꯗ ꯂꯩꯕꯥꯛꯀꯤ ꯃꯤꯌꯥꯝꯅꯥ ꯁꯥꯛ ꯌꯥꯎꯅꯕ ꯊꯕꯛ ꯄꯥꯡꯊꯣꯛꯂꯤ ꯃꯍꯧꯁꯥ ꯑꯣꯏꯅ ꯂꯩꯕ ꯊꯧꯔꯥꯡ ꯂꯩꯕꯥꯛꯀꯤ ꯃꯤꯌꯥꯝꯅꯥ ꯃꯇꯦꯡ ꯄꯥꯡꯕꯥ ꯊꯧꯔꯥꯡ ꯂꯩꯕꯥꯛ ꯑꯃꯒꯤ ꯃꯇꯥꯡꯗ ꯃꯤꯌꯥꯝꯅꯥ ꯂꯥꯎꯊꯣꯛꯂꯤ ꯃꯅꯤꯄꯨꯔꯒꯤ ꯃꯍꯧꯁꯥ ꯑꯣꯏꯕ ꯃꯇꯦꯡ ꯂꯩꯕ ꯀꯥꯝ ꯃꯤꯍꯨꯠꯁꯤꯡꯅꯥ ꯊꯧꯔꯝ ꯑꯃꯗ ꯂꯥꯀꯈꯤ ꯍꯥꯏꯕꯥ ꯃꯇꯥꯡꯗ ꯂꯩꯕꯥꯛꯀꯤ ꯃꯤꯌꯥꯝꯅꯥ ꯁꯥꯛ ꯌꯥꯎꯅꯕ ꯊꯕꯛ ꯄꯥꯡꯊꯣꯛꯂꯤ ꯃꯍꯧꯁꯥ ꯑꯣꯏꯅ ꯂꯩꯕ ꯊꯧꯔꯥꯡ ꯂꯩꯕꯥꯛꯀꯤ ꯃꯤꯌꯥꯝꯅꯥ ꯃꯇꯦꯡ ꯄꯥꯡꯕꯥ ꯊꯧꯔꯥꯡ ꯂꯩꯕꯥꯛ ꯑꯃꯒꯤ ꯃꯇꯥꯡꯗ <box>505 804 794 860</box>
ad-map-screenshot <box>619 1072 669 1167</box>
ad-phone-3[interactable]: 9402267525 <box>700 1157 791 1172</box>
masthead-meitei-right: ꯂꯥꯟꯄꯥꯎ <box>639 36 795 88</box>
row2-left-headline: ꯃꯅꯤꯄꯨꯔ ꯃꯆꯥ ꯂꯩꯕꯥꯛ ꯍꯤꯡ ꯑꯁꯤ ꯲꯲ ꯃꯅꯥꯏ <box>112 571 196 595</box>
place-date: Imphal, Thursday, January 30, 2020 <box>249 208 384 218</box>
poll-vote-text: Vote thadanabagidamak www.hueiyenlanpao.com da Visit toubiyu <box>17 890 105 925</box>
right-col-1-body: ꯏꯝꯐꯥꯜ, ꯖꯅꯨꯋꯥꯔꯤ ꯲꯹: ꯃꯅꯤꯄꯨꯔꯗ ꯑꯅꯧꯕ ꯃꯇꯝ ꯍꯧꯔꯦ ꯃꯍꯧꯁꯥ ꯑꯣꯏꯕ ꯃꯇꯦꯡ ꯂꯩꯕ ꯀꯥꯝ ꯃꯤꯍꯨꯠꯁꯤꯡꯅꯥ ꯊꯧꯔꯝ ꯑꯃꯗ ꯂꯥꯀꯈꯤ ꯍꯥꯏꯕꯥ ꯃꯇꯥꯡꯗ ꯂꯩꯕꯥꯛꯀꯤ ꯃꯤꯌꯥꯝꯅꯥ ꯁꯥꯛ ꯌꯥꯎꯅꯕ ꯊꯕꯛ ꯄꯥꯡꯊꯣꯛꯂꯤ ꯃꯍꯧꯁꯥ ꯑꯣꯏꯅ ꯂꯩꯕ ꯊꯧꯔꯥꯡ ꯂꯩꯕꯥꯛꯀꯤ ꯃꯤꯌꯥꯝꯅꯥ ꯃꯇꯦꯡ ꯄꯥꯡꯕꯥ ꯊꯧꯔꯥꯡ ꯂꯩꯕꯥꯛ ꯑꯃꯒꯤ ꯃꯇꯥꯡꯗ ꯃꯤꯌꯥꯝꯅꯥ ꯂꯥꯎꯊꯣꯛꯂꯤ <box>599 334 693 418</box>
cab-service-ad[interactable] <box>503 1016 794 1206</box>
main-headline-2: ꯃꯤꯑꯣꯏꯁꯤꯡ ꯈꯨꯟꯅꯥ ꯂꯣꯏꯅꯅꯥ ꯍꯥꯏꯕ’ <box>112 268 373 290</box>
pills-photo <box>308 612 500 740</box>
main-story-photo <box>244 302 364 420</box>
result-yes-pct: 15% <box>30 1013 55 1024</box>
cartoon-title: ꯃꯆꯥ ꯃꯅꯥꯏꯕꯒꯤ <box>15 1054 69 1064</box>
ad-brand-manipur: MANIPUR <box>680 1027 728 1037</box>
ad-brand-logo <box>674 1021 789 1043</box>
ad-phone-1[interactable]: 1800-345-3838 <box>680 1117 791 1132</box>
row2-center-headline: ꯃꯍꯤꯠ ꯁꯥꯃꯗꯔꯣꯟꯅꯥ ꯱꯸ ꯊꯥꯗꯥ ꯑꯍꯧꯕ ꯂꯩꯕ ꯍꯥꯏꯕ <box>210 572 428 586</box>
main-byline: ꯑꯦꯁ. ꯀꯣꯟꯇꯨꯡ <box>112 300 158 309</box>
poll-yes-option[interactable]: Yes <box>16 876 36 887</box>
row3-center-headline: ꯊꯥ ꯇꯥꯡ ꯃꯤꯌꯥꯝꯗ ꯃꯍꯧ ꯊꯤꯅꯕ ꯃꯍꯥꯛ <box>308 767 446 778</box>
logo-tagline-top: Refreshingly Reliable <box>360 0 435 8</box>
main-kicker: ꯃꯅꯤꯄꯨꯔꯒꯤ ꯑꯍꯧꯕ ꯁꯤꯟꯃꯤꯁꯤꯡ ꯇꯨꯡꯂꯥꯏ <box>112 227 258 237</box>
paper-name: HUEIYEN LANPAO, <box>130 208 199 218</box>
left-col-body-2: ꯃꯅꯤꯄꯨꯔꯒꯤ ꯃꯍꯧꯁꯥ ꯑꯣꯏꯕ ꯃꯇꯦꯡ ꯂꯩꯕ ꯀꯥꯝ ꯃꯤꯍꯨꯠꯁꯤꯡꯅꯥ ꯊꯧꯔꯝ ꯑꯃꯗ ꯂꯥꯀꯈꯤ ꯍꯥꯏꯕꯥ ꯃꯇꯥꯡꯗ ꯂꯩꯕꯥꯛꯀꯤ ꯃꯤꯌꯥꯝꯅꯥ ꯁꯥꯛ ꯌꯥꯎꯅꯕ ꯊꯕꯛ ꯄꯥꯡꯊꯣꯛꯂꯤ ꯃꯍꯧꯁꯥ ꯑꯣꯏꯅ ꯂꯩꯕ ꯊꯧꯔꯥꯡ ꯂꯩꯕꯥꯛꯀꯤ ꯃꯤꯌꯥꯝꯅꯥ ꯃꯇꯦꯡ ꯄꯥꯡꯕꯥ ꯊꯧꯔꯥꯡ ꯂꯩꯕꯥꯛ ꯑꯃꯒꯤ ꯃꯇꯥꯡꯗ ꯃꯤꯌꯥꯝꯅꯥ ꯂꯥꯎꯊꯣꯛꯂꯤ ꯃꯅꯤꯄꯨꯔꯒꯤ ꯃꯍꯧꯁꯥ ꯑꯣꯏꯕ ꯃꯇꯦꯡ ꯂꯩꯕ ꯀꯥꯝ ꯃꯤꯍꯨꯠꯁꯤꯡꯅꯥ ꯊꯧꯔꯝ ꯑꯃꯗ ꯂꯥꯀꯈꯤ ꯍꯥꯏꯕꯥ ꯃꯇꯥꯡꯗ ꯂꯩꯕꯥꯛꯀꯤ ꯃꯤꯌꯥꯝꯅꯥ ꯁꯥꯛ ꯌꯥꯎꯅꯕ ꯊꯕꯛ ꯄꯥꯡꯊꯣꯛꯂꯤ <box>12 302 104 415</box>
pills-image <box>308 612 500 740</box>
ad-book-online: BOOK ONLINE TODAY <box>544 1023 609 1030</box>
price: ₹ 3.00 <box>764 208 788 218</box>
player-with-jersey <box>206 1038 400 1198</box>
